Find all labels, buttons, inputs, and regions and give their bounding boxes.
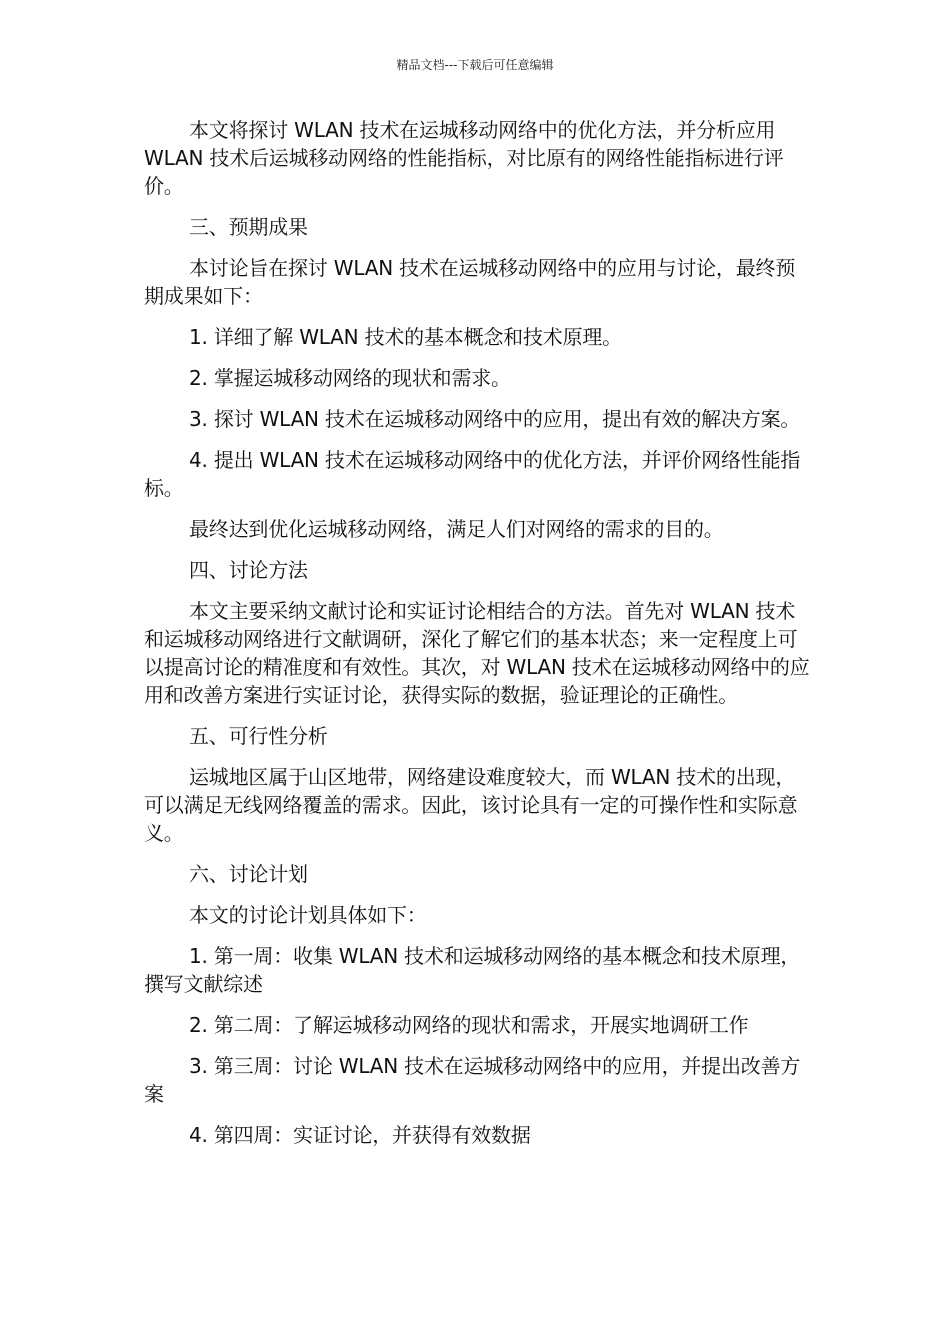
paragraph-methods: 本文主要采纳文献讨论和实证讨论相结合的方法。首先对 WLAN 技术和运城移动网络进行文献调研，深化了解它们的基本状态；来一定程度上可以提高讨论的精准度和有效性。其次，对 WLAN 技术在运城移动网络中的应用和改善方案进行实证讨论，获得实际的数据，验证理论的正确性。	[144, 599, 810, 707]
document-body	[144, 116, 812, 1162]
list-item-result-1: 1. 详细了解 WLAN 技术的基本概念和技术原理。	[189, 325, 622, 349]
list-item-result-3: 3. 探讨 WLAN 技术在运城移动网络中的应用，提出有效的解决方案。	[189, 407, 801, 431]
section-heading-methods: 四、讨论方法	[189, 558, 308, 582]
list-item-result-4: 4. 提出 WLAN 技术在运城移动网络中的优化方法，并评价网络性能指标。	[144, 448, 801, 500]
page-header: 精品文档---下载后可任意编辑	[396, 58, 554, 72]
list-item-result-2: 2. 掌握运城移动网络的现状和需求。	[189, 366, 511, 390]
section-heading-feasibility: 五、可行性分析	[189, 724, 328, 748]
paragraph-plan-intro: 本文的讨论计划具体如下：	[189, 903, 427, 927]
section-heading-plan: 六、讨论计划	[189, 862, 308, 886]
section-heading-expected-results: 三、预期成果	[189, 215, 308, 239]
paragraph-final-goal: 最终达到优化运城移动网络，满足人们对网络的需求的目的。	[189, 517, 724, 541]
paragraph-expected-results-intro: 本讨论旨在探讨 WLAN 技术在运城移动网络中的应用与讨论，最终预期成果如下：	[144, 256, 796, 308]
paragraph-feasibility: 运城地区属于山区地带，网络建设难度较大，而 WLAN 技术的出现，可以满足无线网络覆盖的需求。因此，该讨论具有一定的可操作性和实际意义。	[144, 765, 798, 845]
list-item-week-3: 3. 第三周：讨论 WLAN 技术在运城移动网络中的应用，并提出改善方案	[144, 1054, 801, 1106]
list-item-week-2: 2. 第二周：了解运城移动网络的现状和需求，开展实地调研工作	[189, 1013, 749, 1037]
list-item-week-1: 1. 第一周：收集 WLAN 技术和运城移动网络的基本概念和技术原理，撰写文献综述	[144, 944, 801, 996]
paragraph-intro-optimization: 本文将探讨 WLAN 技术在运城移动网络中的优化方法，并分析应用 WLAN 技术后运城移动网络的性能指标，对比原有的网络性能指标进行评价。	[144, 118, 784, 198]
list-item-week-4: 4. 第四周：实证讨论，并获得有效数据	[189, 1123, 531, 1147]
